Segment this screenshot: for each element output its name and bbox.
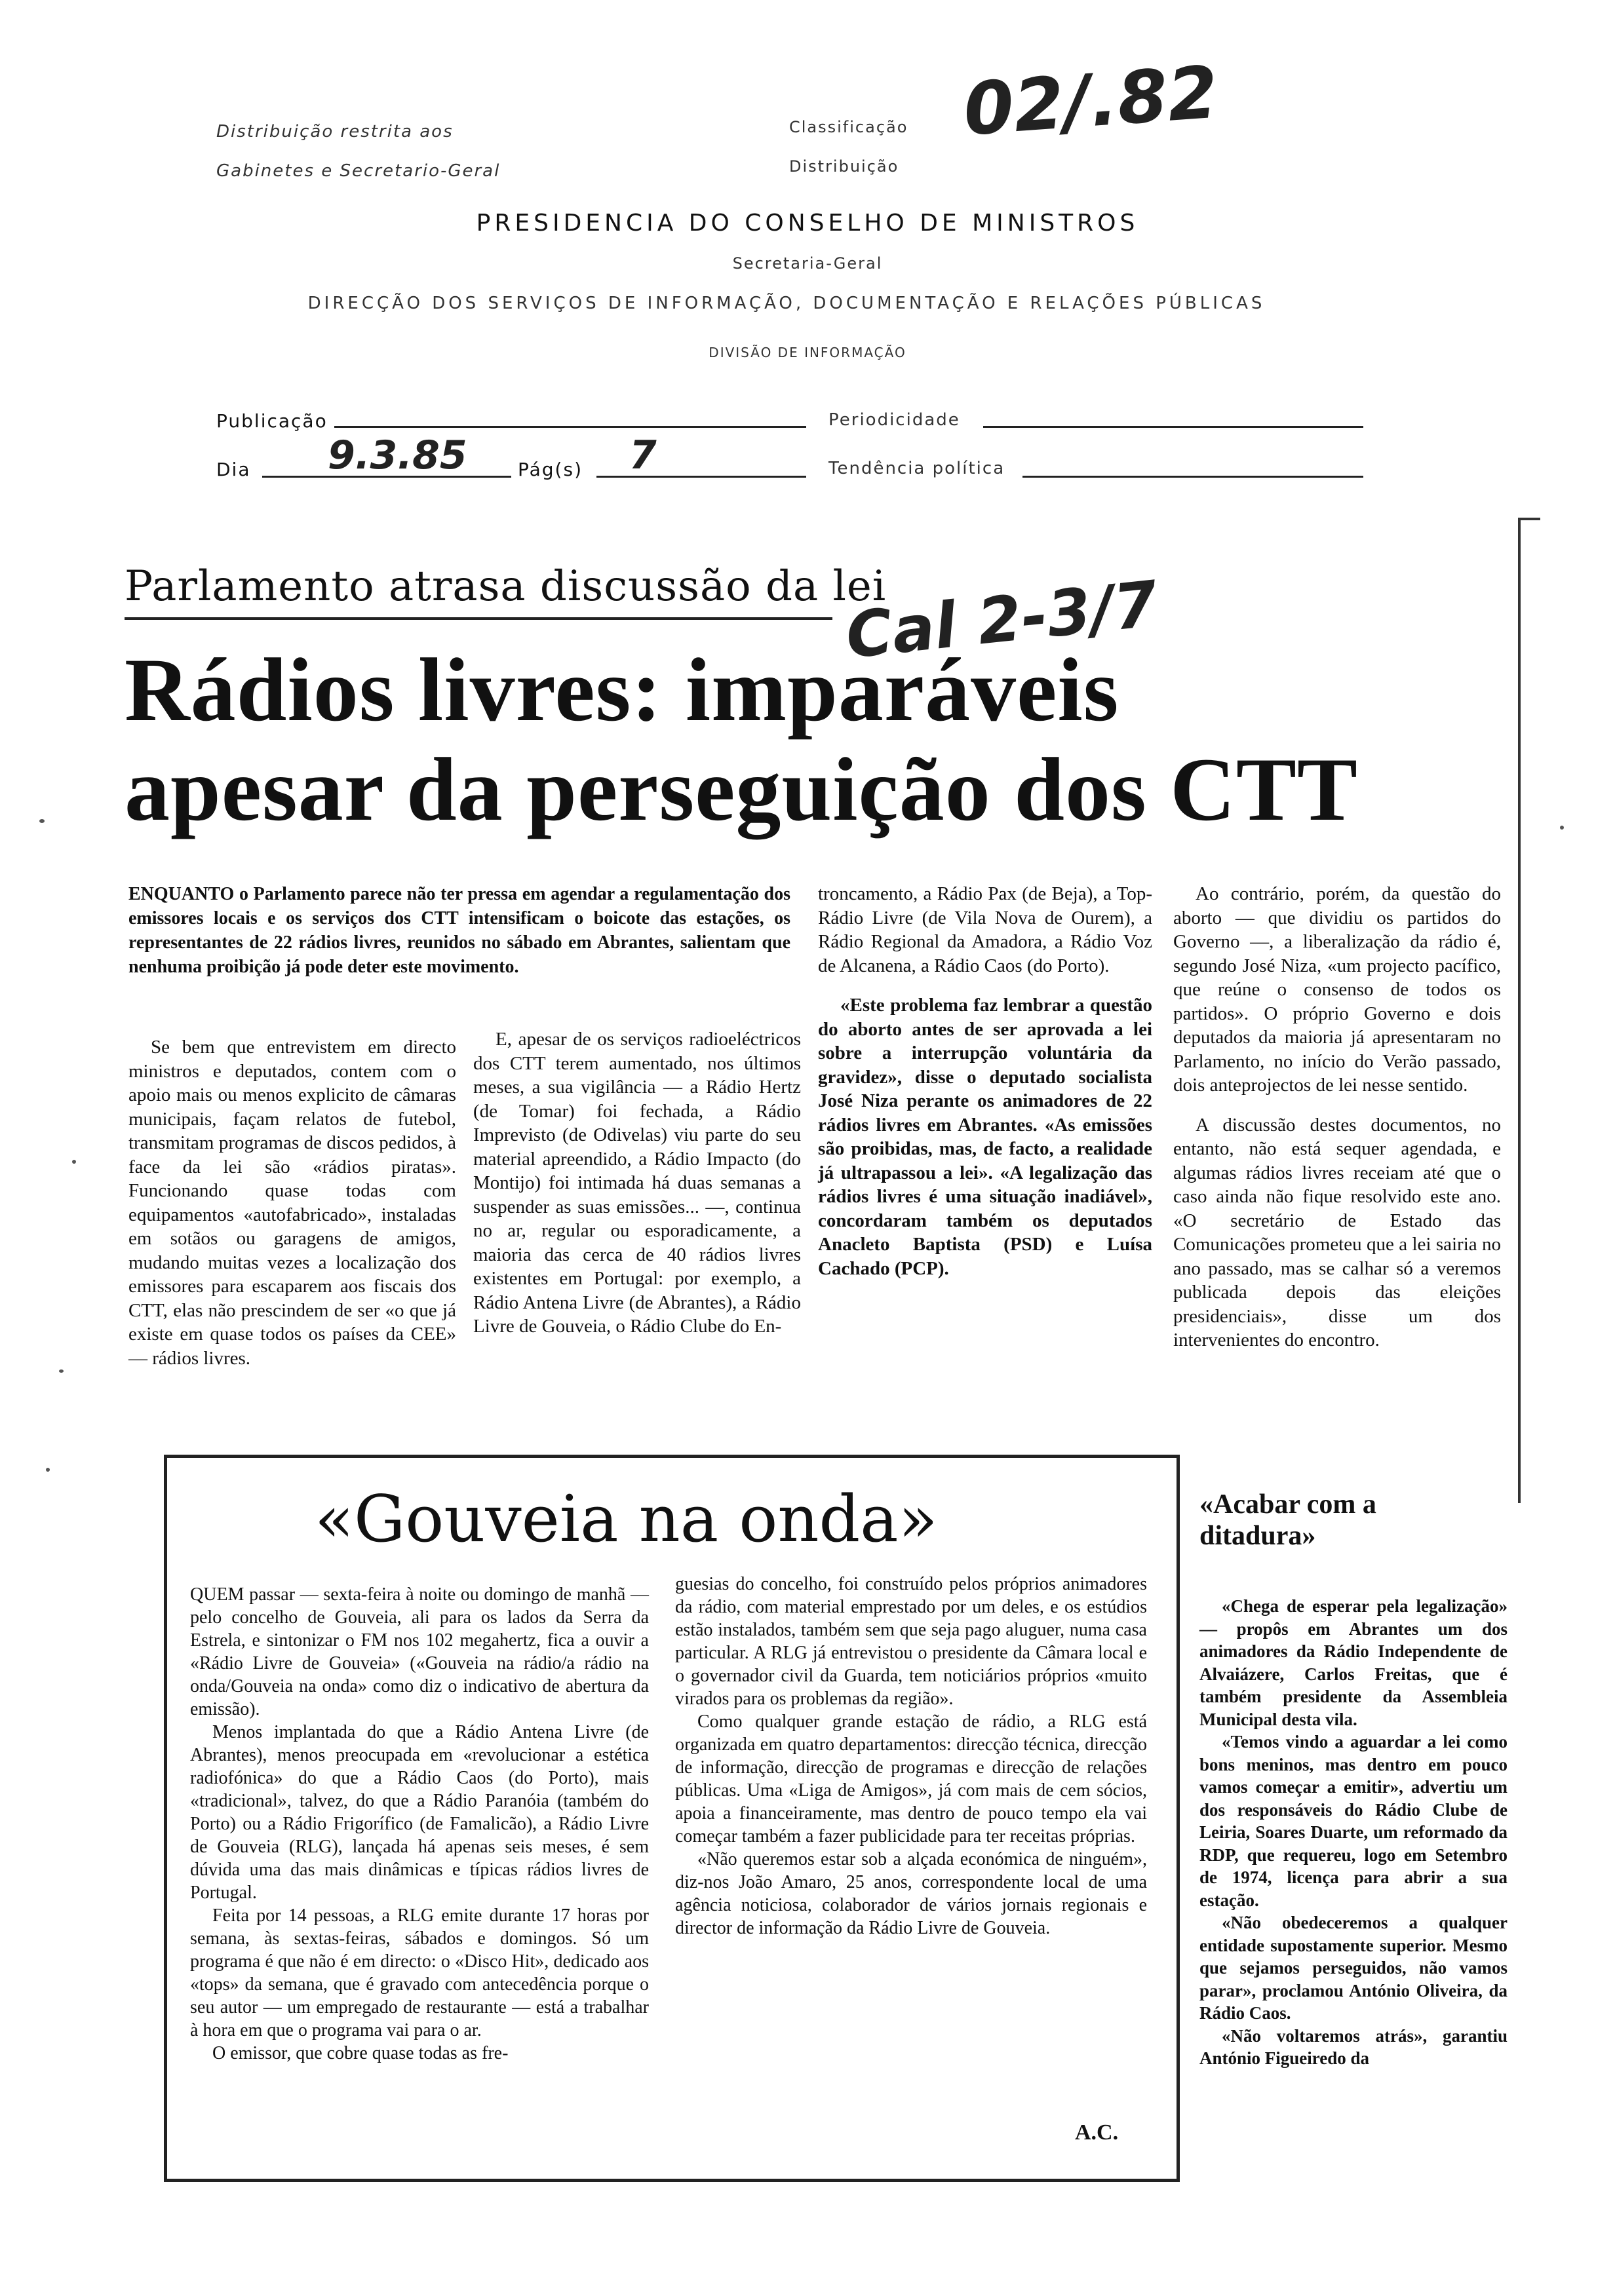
publication-label: Publicação <box>216 410 328 432</box>
sidebar-p3: «Não obedeceremos a qualquer entidade supostamente superior. Mesmo que sejamos perseguidos, não vamos parar», proclamou António Oliveira, da Rádio Caos. <box>1199 1913 1508 2023</box>
article-column-4 <box>1173 882 1501 1352</box>
division: DIVISÃO DE INFORMAÇÃO <box>709 345 906 360</box>
distribution-restricted-line1: Distribuição restrita aos <box>216 122 454 142</box>
article-lead: ENQUANTO o Parlamento parece não ter pressa em agendar a regulamentação dos emissores locais e os serviços dos CTT intensificam o boicote das estações, os representantes de 22 rádios livres, reunidos no sábado em Abrantes, salientam que nenhuma proibição já pode deter este movimento. <box>128 884 790 977</box>
gouveia-left-p1: QUEM passar — sexta-feira à noite ou domingo de manhã — pelo concelho de Gouveia, ali para os lados da Serra da Estrela, e sintonizar o FM nos 102 megahertz, fica a ouvir a «Rádio Livre de Gouveia» («Gouveia na rádio/a rádio na onda/Gouveia na onda» como diz o indicativo de abertura da emissão). <box>190 1584 649 1719</box>
gouveia-right-p2: Como qualquer grande estação de rádio, a RLG está organizada em quatro departamentos: direcção técnica, direcção de informação, direcção de programas e direcção de relações públicas. Uma «Liga de Amigos», já com mais de cem sócios, apoia a financeiramente, mas dentro de pouco tempo ela vai começar também a fazer publicidade para ter receitas próprias. <box>675 1712 1147 1846</box>
article-col4-p2: A discussão destes documentos, no entanto, não está sequer agendada, e algumas rádios livres receiam até que o caso ainda não fique resolvido este ano. «O secretário de Estado das Comunicações prometeu que a lei sairia no ano passado, mas se calhar só a veremos publicada depois das eleições presidenciais», disse um dos intervenientes do encontro. <box>1173 1114 1501 1350</box>
scan-speck <box>39 819 45 823</box>
pages-label: Pág(s) <box>518 459 583 480</box>
pages-field-line <box>596 476 806 478</box>
sidebar-p4: «Não voltaremos atrás», garantiu António Figueiredo da <box>1199 2025 1508 2068</box>
periodicity-label: Periodicidade <box>828 410 960 430</box>
political-tendency-field-line <box>1022 476 1363 478</box>
gouveia-right-column <box>675 1573 1147 1940</box>
classification-label: Classificação <box>789 118 908 136</box>
article-col3-p2: «Este problema faz lembrar a questão do aborto antes de ser aprovada a lei sobre a interrupção voluntária da gravidez», disse o deputado socialista José Niza perante os animadores de 22 rádios livres em Abrantes. «As emissões são proibidas, mas, de facto, a realidade já ultrapassou a lei». «A legalização das rádios livres é uma situação inadiável», concordaram também os deputados Anacleto Baptista (PSD) e Luísa Cachado (PCP). <box>818 995 1152 1279</box>
distribution-restricted-line2: Gabinetes e Secretario-Geral <box>216 161 501 181</box>
sidebar-p1: «Chega de esperar pela legalização» — propôs em Abrantes um dos animadores da Rádio Independente de Alvaiázere, Carlos Freitas, que é também presidente da Assembleia Municipal desta vila. <box>1199 1596 1508 1729</box>
article-column-3 <box>818 882 1152 1280</box>
distribution-label: Distribuição <box>789 157 899 176</box>
secretariat: Secretaria-Geral <box>732 254 883 273</box>
gouveia-left-p3: Feita por 14 pessoas, a RLG emite durante 17 horas por semana, às sextas-feiras, sábados e domingos. Só um programa é que não é em directo: o «Disco Hit», dedicado aos «tops» da semana, que é gravado com antecedência porque o seu autor — um empregado de restaurante — está a trabalhar à hora em que o programa vai para o ar. <box>190 1905 649 2040</box>
pages-value: 7 <box>629 432 657 478</box>
article-col4-p1: Ao contrário, porém, da questão do aborto — que dividiu os partidos do Governo —, a liberalização da rádio é, segundo José Niza, «um projecto pacífico, que reúne o consenso de todos os partidos». O próprio Governo e dois deputados da maioria já apresentaram no Parlamento, no início do Verão passado, dois anteprojectos de lei nesse sentido. <box>1173 883 1501 1096</box>
sidebar-title: «Acabar com a ditadura» <box>1199 1489 1376 1551</box>
day-value: 9.3.85 <box>328 432 467 478</box>
handwritten-code: 02/.82 <box>961 50 1221 152</box>
article-col2-text: E, apesar de os serviços radioeléctricos dos CTT terem aumentado, nos últimos meses, a sua vigilância — a Rádio Hertz (de Tomar) foi fechada, a Rádio Imprevisto (de Odivelas) viu parte do seu material apreendido, a Rádio Impacto (do Montijo) foi intimada há duas semanas a suspender as suas emissões... —, continua no ar, regular ou esporadicamente, a maioria das cerca de 40 rádios livres existentes em Portugal: por exemplo, a Rádio Antena Livre (de Abrantes), a Rádio Livre de Gouveia, o Rádio Clube do En- <box>473 1029 801 1337</box>
scan-speck <box>1560 826 1564 830</box>
headline-line2: apesar da perseguição dos CTT <box>125 739 1358 839</box>
gouveia-left-p2: Menos implantada do que a Rádio Antena Livre (de Abrantes), menos preocupada em «revolucionar a estética radiofónica» do que a Rádio Caos (do Porto), mais «tradicional», talvez, do que a Rádio Paranóia (também do Porto) ou a Rádio Frigorífico (de Famalicão), a Rádio Livre de Gouveia (RLG), lançada há apenas seis meses, é sem dúvida uma das mais dinâmicas e típicas rádios livres de Portugal. <box>190 1722 649 1903</box>
gouveia-signature: A.C. <box>1075 2120 1119 2145</box>
gouveia-right-p1: guesias do concelho, foi construído pelos próprios animadores da rádio, com material emprestado por um deles, e os estúdios estão instalados, também sem que seja pago aluguer, numa casa particular. A RLG já entrevistou o presidente da Câmara local e o governador civil da Guarda, tem noticiários próprios «muito virados para os problemas da região». <box>675 1574 1147 1709</box>
scan-speck <box>46 1468 50 1472</box>
gouveia-title: «Gouveia na onda» <box>315 1482 938 1557</box>
headline-line1: Rádios livres: imparáveis <box>125 640 1119 740</box>
gouveia-left-p4: O emissor, que cobre quase todas as fre- <box>212 2043 509 2063</box>
article-kicker: Parlamento atrasa discussão da lei <box>125 562 887 611</box>
political-tendency-label: Tendência política <box>828 459 1005 478</box>
gouveia-right-p3: «Não queremos estar sob a alçada económica de ninguém», diz-nos João Amaro, 25 anos, correspondente local de uma agência noticiosa, colaborador de vários jornais regionais e director de informação da Rádio Livre de Gouveia. <box>675 1849 1147 1938</box>
article-col1-text: Se bem que entrevistem em directo ministros e deputados, contem com o apoio mais ou menos explicito de câmaras municipais, façam relatos de futebol, transmitam programas de discos pedidos, à face da lei são «rádios piratas». Funcionando quase todas com equipamentos «autofabricado», instaladas em sotãos ou garagens de amigos, mudando muitas vezes a localização dos emissores para escaparem aos fiscais dos CTT, elas não prescindem de ser «o que já existe em quase todos os países da CEE» — rádios livres. <box>128 1037 456 1369</box>
article-col3-p1: troncamento, a Rádio Pax (de Beja), a Top-Rádio Livre (de Vila Nova de Ourem), a Rádio Regional da Amadora, a Rádio Voz de Alcanena, a Rádio Caos (do Porto). <box>818 883 1152 976</box>
article-column-1 <box>128 1035 456 1370</box>
sidebar-column <box>1199 1595 1508 2070</box>
sidebar-p2: «Temos vindo a aguardar a lei como bons meninos, mas dentro em pouco vamos começar a emitir», advertiu um dos responsáveis do Rádio Clube de Leiria, Soares Duarte, um reformado da RDP, que requereu, logo em Setembro de 1974, licença para abrir a sua estação. <box>1199 1732 1508 1910</box>
kicker-underline <box>125 617 832 620</box>
clipping-bracket <box>1518 518 1540 1503</box>
scan-speck <box>59 1369 64 1373</box>
periodicity-field-line <box>983 426 1363 428</box>
scan-speck <box>72 1160 76 1164</box>
org-name: PRESIDENCIA DO CONSELHO DE MINISTROS <box>476 210 1139 237</box>
day-label: Dia <box>216 459 251 480</box>
article-lead-column <box>128 882 790 979</box>
article-column-2 <box>473 1027 801 1339</box>
publication-field-line <box>334 426 806 428</box>
handwritten-note: Cal 2-3/7 <box>842 567 1161 673</box>
gouveia-left-column <box>190 1583 649 2065</box>
directorate: DIRECÇÃO DOS SERVIÇOS DE INFORMAÇÃO, DOCUMENTAÇÃO E RELAÇÕES PÚBLICAS <box>307 294 1266 313</box>
